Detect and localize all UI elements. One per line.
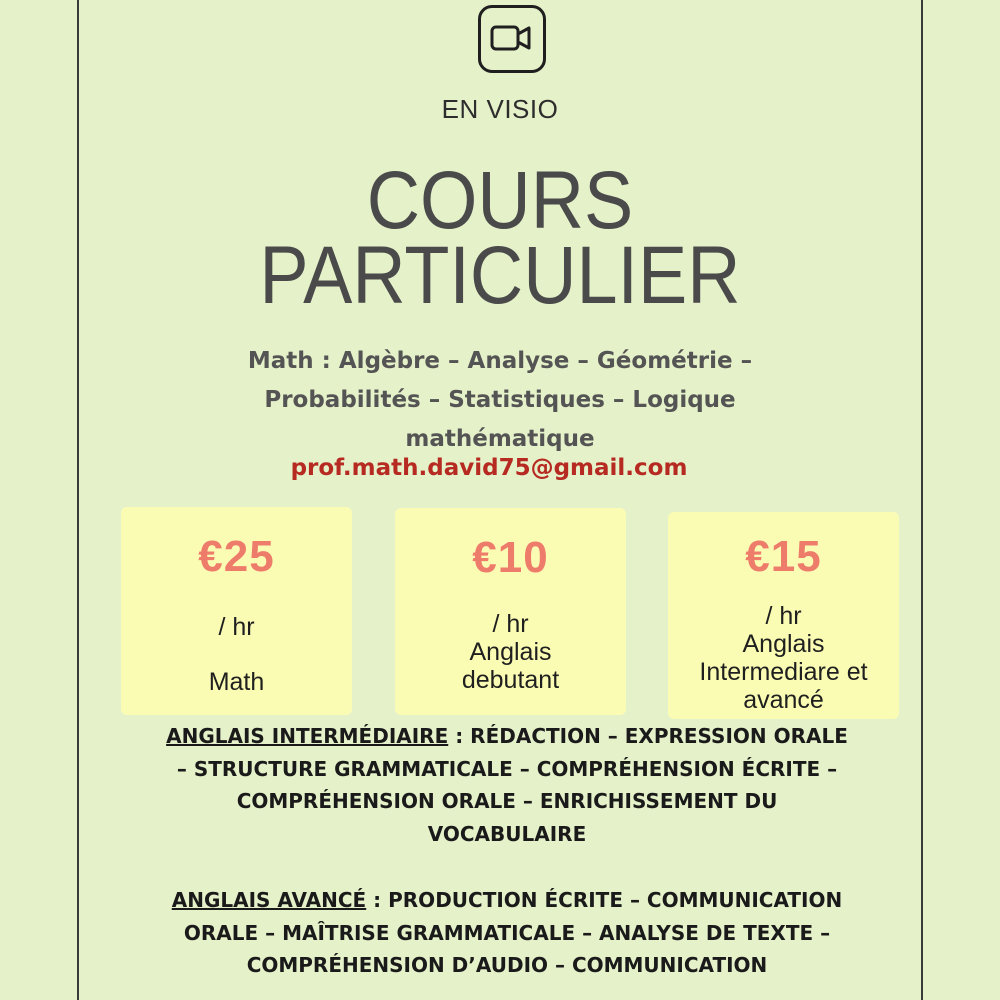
price-label: Anglais [742,630,825,658]
left-border-line [77,0,79,1000]
description-line: COMPRÉHENSION D’AUDIO – COMMUNICATION [246,953,768,977]
description-text: : PRODUCTION ÉCRITE – COMMUNICATION [366,888,843,912]
mode-label: EN VISIO [441,94,559,124]
description-line: VOCABULAIRE [427,821,587,846]
right-border-line [921,0,923,1000]
price-value: €10 [472,533,549,582]
price-label: Anglais [469,638,552,666]
price-label: avancé [743,686,824,714]
price-unit: / hr [492,610,529,638]
price-unit: / hr [765,602,802,630]
description-line: ORALE – MAÎTRISE GRAMMATICALE – ANALYSE DE TEXTE – [183,920,831,945]
section-heading: ANGLAIS INTERMÉDIAIRE [166,724,449,748]
description-line: – STRUCTURE GRAMMATICALE – COMPRÉHENSION ÉCRITE – [176,756,838,781]
subjects-line: Probabilités – Statistiques – Logique [264,387,736,413]
subjects-line: Math : Algèbre – Analyse – Géométrie – [247,348,753,374]
price-label: Intermediare et [699,658,868,686]
anglais-avance-description [140,884,874,982]
subjects-list [200,342,800,459]
description-line [140,720,874,753]
description-line: COMPRÉHENSION ORALE – ENRICHISSEMENT DU [236,789,778,813]
description-text: : RÉDACTION – EXPRESSION ORALE [448,724,848,748]
video-camera-icon [478,5,546,73]
price-label: Math [208,668,265,696]
contact-email[interactable]: prof.math.david75@gmail.com [290,455,688,481]
price-value: €15 [745,532,822,581]
section-heading: ANGLAIS AVANCÉ [171,888,367,912]
description-line [140,884,874,917]
price-unit: / hr [218,613,255,641]
price-value: €25 [198,532,275,581]
price-label: debutant [461,666,560,694]
page-title-line2: PARTICULIER [259,230,741,321]
subjects-line: mathématique [405,426,595,452]
page-title-line1: COURS [366,155,634,246]
anglais-intermediaire-description [140,720,874,850]
